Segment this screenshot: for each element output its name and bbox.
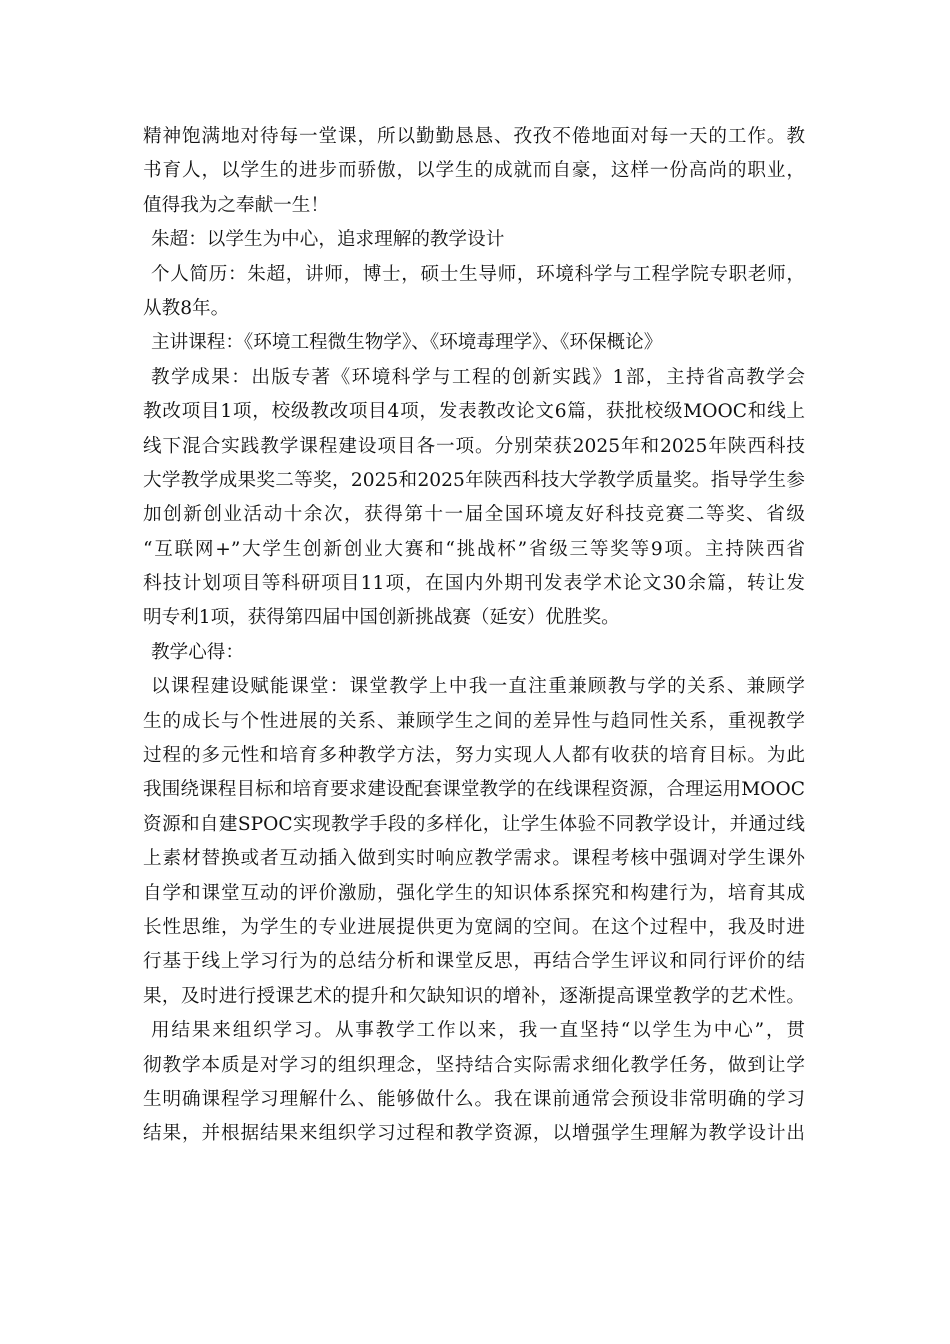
document-body <box>143 120 805 1152</box>
text-line: 果，及时进行授课艺术的提升和欠缺知识的增补，逐渐提高课堂教学的艺术性。 <box>143 985 805 1007</box>
text-line: 结果，并根据结果来组织学习过程和教学资源，以增强学生理解为教学设计出 <box>143 1123 805 1145</box>
text-line: 个人简历：朱超，讲师，博士，硕士生导师，环境科学与工程学院专职老师， <box>151 263 805 285</box>
text-line: 用结果来组织学习。从事教学工作以来，我一直坚持“以学生为中心”，贯 <box>151 1020 805 1042</box>
text-line: 上素材替换或者互动插入做到实时响应教学需求。课程考核中强调对学生课外 <box>143 848 805 870</box>
text-line: 精神饱满地对待每一堂课，所以勤勤恳恳、孜孜不倦地面对每一天的工作。教 <box>143 126 805 147</box>
text-line: 朱超：以学生为中心，追求理解的教学设计 <box>151 229 505 251</box>
text-line: 从教8年。 <box>143 297 230 319</box>
text-line: 行基于线上学习行为的总结分析和课堂反思，再结合学生评议和同行评价的结 <box>143 951 805 973</box>
text-line: “互联网+”大学生创新创业大赛和“挑战杯”省级三等奖等9项。主持陕西省 <box>143 538 805 560</box>
text-line: 长性思维，为学生的专业进展提供更为宽阔的空间。在这个过程中，我及时进 <box>143 916 805 938</box>
text-line: 主讲课程：《环境工程微生物学》、《环境毒理学》、《环保概论》 <box>151 332 663 354</box>
text-line: 科技计划项目等科研项目11项，在国内外期刊发表学术论文30余篇，转让发 <box>143 573 805 595</box>
text-line: 自学和课堂互动的评价激励，强化学生的知识体系探究和构建行为，培育其成 <box>143 882 805 904</box>
text-line: 大学教学成果奖二等奖，2025和2025年陕西科技大学教学质量奖。指导学生参 <box>143 469 805 491</box>
text-line: 线下混合实践教学课程建设项目各一项。分别荣获2025年和2025年陕西科技 <box>143 435 805 457</box>
text-line: 彻教学本质是对学习的组织理念，坚持结合实际需求细化教学任务，做到让学 <box>143 1054 805 1076</box>
text-line: 书育人，以学生的进步而骄傲，以学生的成就而自豪，这样一份高尚的职业， <box>143 160 805 182</box>
text-line: 我围绕课程目标和培育要求建设配套课堂教学的在线课程资源，合理运用MOOC <box>143 779 805 801</box>
text-line: 教学成果：出版专著《环境科学与工程的创新实践》1部，主持省高教学会 <box>151 366 805 388</box>
text-line: 教学心得： <box>151 641 244 663</box>
text-line: 生明确课程学习理解什么、能够做什么。我在课前通常会预设非常明确的学习 <box>143 1088 805 1110</box>
text-line: 资源和自建SPOC实现教学手段的多样化，让学生体验不同教学设计，并通过线 <box>143 813 805 835</box>
text-line: 明专利1项，获得第四届中国创新挑战赛（延安）优胜奖。 <box>143 607 620 629</box>
text-line: 过程的多元性和培育多种教学方法，努力实现人人都有收获的培育目标。为此 <box>143 745 805 767</box>
text-line: 加创新创业活动十余次，获得第十一届全国环境友好科技竞赛二等奖、省级 <box>143 504 805 526</box>
text-line: 值得我为之奉献一生！ <box>143 194 329 216</box>
text-line: 教改项目1项，校级教改项目4项，发表教改论文6篇，获批校级MOOC和线上 <box>143 401 805 423</box>
text-line: 生的成长与个性进展的关系、兼顾学生之间的差异性与趋同性关系，重视教学 <box>143 710 805 732</box>
text-line: 以课程建设赋能课堂：课堂教学上中我一直注重兼顾教与学的关系、兼顾学 <box>151 676 805 698</box>
